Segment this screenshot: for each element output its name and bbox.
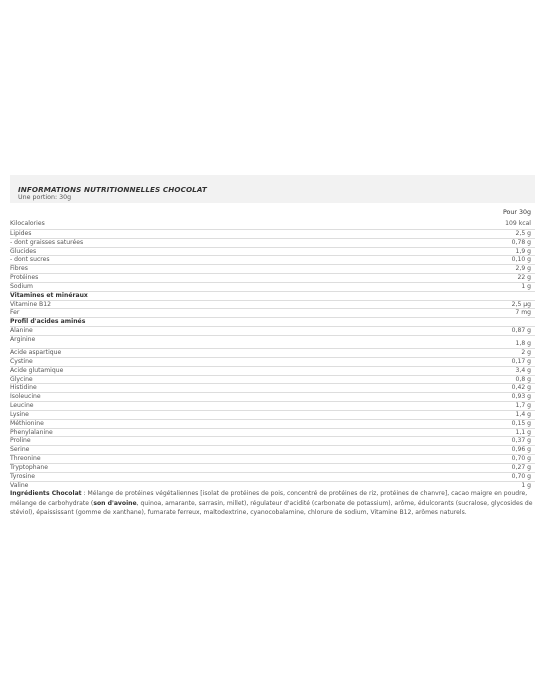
nutrition-row — [10, 472, 535, 481]
row-value: 3,4 g — [515, 366, 531, 374]
row-label: Tyrosine — [10, 472, 35, 480]
row-label: Isoleucine — [10, 393, 41, 401]
portion-size: Une portion: 30g — [18, 194, 72, 201]
nutrition-row — [10, 454, 535, 463]
ingredients-text-after: , quinoa, amarante, sarrasin, millet), régulateur d'acidité (carbonate de potassium), arôme, édulcorants (sucralose, glycosides de stéviol), épaississant (gomme de xanthane), fumarate ferreux, maltodextrine, cyanocobalamine, chlorure de sodium, Vitamine B12, arômes naturels. — [10, 499, 533, 517]
nutrition-row — [10, 348, 535, 357]
nutrition-row — [10, 229, 535, 238]
nutrition-row — [10, 366, 535, 375]
row-label: - dont graisses saturées — [10, 238, 84, 246]
row-value: 7 mg — [515, 309, 531, 317]
nutrition-row — [10, 357, 535, 366]
row-label: Vitamine B12 — [10, 300, 51, 308]
row-label: Lysine — [10, 410, 29, 418]
row-value: 1,9 g — [515, 247, 531, 255]
row-value: 0,37 g — [511, 437, 531, 445]
row-label: Protéines — [10, 274, 39, 282]
row-value: 0,96 g — [511, 446, 531, 454]
row-label: Acide aspartique — [10, 348, 62, 356]
row-value: 2,9 g — [515, 265, 531, 273]
row-label: Valine — [10, 481, 29, 489]
column-header-per-30g: Pour 30g — [502, 209, 531, 216]
nutrition-panel — [10, 175, 535, 540]
row-label: Phenylalanine — [10, 428, 53, 436]
row-label: Alanine — [10, 327, 33, 335]
row-label: Arginine — [10, 335, 36, 343]
nutrition-row — [10, 445, 535, 454]
nutrition-row — [10, 410, 535, 419]
row-label: Fibres — [10, 265, 28, 273]
nutrition-row — [10, 326, 535, 335]
nutrition-header — [10, 175, 535, 203]
row-value: 1,7 g — [515, 402, 531, 410]
nutrition-row — [10, 308, 535, 317]
row-label: Méthionine — [10, 419, 44, 427]
row-value: 0,17 g — [511, 357, 531, 365]
row-value: 0,93 g — [511, 393, 531, 401]
section-heading — [10, 317, 535, 326]
row-label: Proline — [10, 437, 31, 445]
nutrition-title: INFORMATIONS NUTRITIONNELLES CHOCOLAT — [18, 185, 207, 194]
row-value: 1 g — [521, 282, 531, 290]
row-label: Lipides — [10, 229, 32, 237]
nutrition-table — [10, 220, 535, 489]
row-value: 0,42 g — [511, 384, 531, 392]
section-heading — [10, 291, 535, 300]
row-value: 0,87 g — [511, 327, 531, 335]
nutrition-row — [10, 401, 535, 410]
row-value: 2 g — [521, 348, 531, 356]
row-label: Cystine — [10, 357, 33, 365]
row-value: 0,15 g — [511, 419, 531, 427]
ingredients-paragraph — [10, 489, 535, 518]
nutrition-row — [10, 300, 535, 309]
row-value: 2,5 µg — [511, 300, 531, 308]
nutrition-row — [10, 238, 535, 247]
ingredients-highlight: son d'avoine — [93, 499, 137, 507]
row-label: Glucides — [10, 247, 37, 255]
row-value: 1,4 g — [515, 410, 531, 418]
row-label: Fer — [10, 309, 20, 317]
nutrition-row — [10, 419, 535, 428]
row-value: 1,8 g — [515, 339, 531, 347]
nutrition-row — [10, 436, 535, 445]
row-value: 1 g — [521, 481, 531, 489]
row-label: Threonine — [10, 455, 41, 463]
row-value: 0,10 g — [511, 256, 531, 264]
nutrition-row — [10, 220, 535, 229]
ingredients-heading: Ingrédients Chocolat — [10, 490, 82, 497]
nutrition-row — [10, 383, 535, 392]
row-label: Leucine — [10, 402, 34, 410]
row-label: Glycine — [10, 375, 33, 383]
row-value: 22 g — [517, 274, 531, 282]
row-value: 0,78 g — [511, 238, 531, 246]
row-value: 1,1 g — [515, 428, 531, 436]
row-label: Serine — [10, 446, 30, 454]
row-label: Tryptophane — [10, 463, 48, 471]
row-value: 109 kcal — [505, 220, 531, 227]
ingredients-text-before: : Mélange de protéines végétaliennes [isolat de protéines de pois, concentré de protéines de riz, protéines de chanvre], cacao maigre en poudre, mélange de carbohydrate ( — [10, 490, 528, 507]
nutrition-row — [10, 463, 535, 472]
row-value: 0,70 g — [511, 455, 531, 463]
row-label: Histidine — [10, 384, 37, 392]
row-label: Vitamines et minéraux — [10, 291, 88, 299]
nutrition-row — [10, 335, 535, 348]
row-label: - dont sucres — [10, 256, 50, 264]
row-label: Profil d'acides aminés — [10, 318, 86, 326]
nutrition-row — [10, 264, 535, 273]
nutrition-row — [10, 247, 535, 256]
nutrition-row — [10, 428, 535, 437]
row-value: 0,70 g — [511, 472, 531, 480]
nutrition-row — [10, 255, 535, 264]
nutrition-row — [10, 273, 535, 282]
nutrition-row — [10, 282, 535, 291]
row-value: 0,8 g — [515, 375, 531, 383]
row-label: Kilocalories — [10, 220, 45, 227]
row-label: Sodium — [10, 282, 33, 290]
row-value: 0,27 g — [511, 463, 531, 471]
nutrition-row — [10, 375, 535, 384]
nutrition-row — [10, 392, 535, 401]
row-label: Acide glutamique — [10, 366, 64, 374]
row-value: 2,5 g — [515, 229, 531, 237]
